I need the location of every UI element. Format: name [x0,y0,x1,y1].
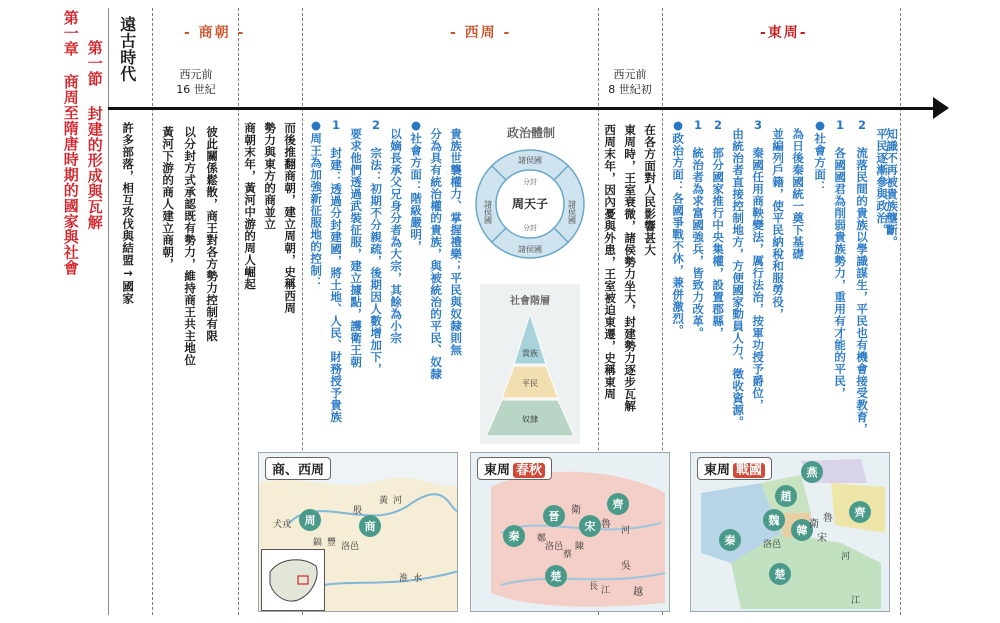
ez-politics-3-result: 為日後秦國統一奠下基礎 [791,128,806,260]
date-ez-line2: 8 世紀初 [608,82,652,96]
map2-title [477,457,552,480]
wz-zongfa: 2 宗法：初期不分親疏，後期因人數增加下， [369,118,384,375]
state-shang: 商 [359,515,381,537]
map-label: 淮 [399,574,409,584]
ez-society-2-result: 知識不再被貴族壟斷。 [885,128,900,248]
map-label: 洛邑 [341,542,360,552]
ez-society-1: 1 各國國君為削弱貴族勢力，重用有才能的平民， [833,118,848,399]
ez-politics-3: 3 秦國任用商鞅變法，厲行法治，按軍功授予爵位， [751,118,766,411]
map-warring-states [690,452,890,612]
map-label: 長 [589,582,599,592]
politics-diagram [474,140,586,268]
chapter-number: 第一章 [61,10,80,57]
state-chu: 楚 [769,563,791,585]
map-label: 犬戎 [273,520,292,530]
timeline-arrow-icon [933,97,949,119]
wz-zongfa-detail: 以嫡長承父兄身分者為大宗，其餘為小宗 [389,128,404,344]
shang-late-a: 商朝末年，黃河中游的周人崛起 [243,122,258,290]
column-divider [900,8,901,615]
chapter-title: 商周至隋唐時期的國家與社會 [61,74,80,276]
ez-text-c: 在各方面對人民影響甚大 [643,124,658,256]
section-title: 封建的形成與瓦解 [85,106,104,230]
state-wei: 魏 [763,509,785,531]
map2-era-tag: 春秋 [513,463,545,478]
state-song: 宋 [579,515,601,537]
map-label: 江 [851,596,861,606]
state-song: 宋 [817,533,827,544]
shang-text-b: 以分封方式承認既有勢力，維持商王共主地位 [183,126,198,366]
state-yue: 越 [633,587,643,598]
enfeoff-label-top: 分封 [523,178,537,186]
society-diagram-title: 社會階層 [510,296,550,307]
map-label: 黃 [379,496,389,506]
state-lu: 魯 [823,513,833,524]
ez-society-2: 2 流落民間的貴族以學識謀生，平民也有機會接受教育， [855,118,870,435]
vassal-bottom: 諸侯國 [518,245,542,254]
vassal-right: 諸侯國 [567,200,577,224]
shang-text-c: 彼此關係鬆散，商王對各方勢力控制有限 [205,126,220,342]
map-label: 蔡 [563,550,573,560]
politics-center-label: 周天子 [511,197,549,211]
ez-politics-heading: ●政治方面：各國爭戰不休，兼併激烈。 [671,118,686,337]
state-jin: 晉 [543,505,565,527]
map3-era-tag: 戰國 [733,463,765,478]
map-label: 洛邑 [763,540,782,550]
state-wei: 衛 [571,505,581,516]
state-han: 韓 [791,519,813,541]
map-label: 河 [393,496,403,506]
map2-title-text: 東周 [484,463,511,478]
state-qi: 齊 [849,501,871,523]
map3-title [697,457,772,480]
shang-text-a: 黃河下游的商人建立商朝， [161,126,176,270]
date-shang-line1: 西元前 [179,68,213,81]
politics-diagram-title: 政治體制 [506,126,555,140]
state-wei-small: 衛 [809,519,819,530]
wz-politics-heading: ●周王為加強新征服地的控制： [309,118,324,289]
state-qi: 齊 [607,493,629,515]
map-label: 殷 [353,506,363,516]
map3-title-text: 東周 [704,463,731,478]
section-number: 第一節 [85,40,104,87]
shang-late-c: 而後推翻商朝，建立周朝，史稱西周 [283,122,298,314]
ez-text-b: 東周時，王室衰微，諸侯勢力坐大，封建勢力逐步瓦解 [623,124,638,412]
ez-politics-3-detail: 並編列戶籍，使平民納稅和服勞役， [771,128,786,320]
map-label: 水 [413,574,423,584]
date-shang-line2: 16 世紀 [176,82,216,96]
era-western-zhou: - 西周 - [450,25,512,41]
column-divider [152,8,153,615]
state-chu: 楚 [545,565,567,587]
map-label: 江 [601,586,611,596]
map-label: 陳 [575,542,585,552]
date-eastern-zhou [598,68,662,98]
date-ez-line1: 西元前 [613,68,647,81]
state-zhao: 趙 [775,485,797,507]
ez-politics-2: 2 部分國家推行中央集權，設置郡縣， [711,118,726,339]
era-ancient: 遠古時代 [117,16,137,82]
ez-society-heading: ●社會方面： [813,118,828,193]
state-zhou: 周 [299,509,321,531]
ez-text-a: 西周末年，因內憂與外患，王室被迫東遷，史稱東周 [603,124,618,400]
state-qin: 秦 [503,525,525,547]
map1-title: 商、西周 [265,457,331,480]
ez-society-2-detail: 平民逐漸參與政治。 [875,128,890,236]
map-label: 河 [841,552,851,562]
tier-label-commoners: 平民 [522,379,538,388]
wz-fengjian: 1 封建：透過分封建國，將土地、人民、財務授予貴族 [329,118,344,423]
vassal-left: 諸侯國 [483,200,493,224]
map-label: 鎬 [313,538,323,548]
column-divider [108,8,109,615]
state-wu: 吳 [621,561,631,572]
inset-map-china [261,549,325,611]
ancient-text: 許多部落，相互攻伐與結盟→國家 [121,122,136,305]
enfeoff-label-bottom: 分封 [523,224,537,232]
map-label: 河 [621,526,631,536]
map-label: 豐 [327,538,337,548]
tier-label-nobles: 貴族 [522,349,538,358]
vassal-top: 諸侯國 [518,156,542,165]
state-yan: 燕 [801,461,823,483]
ez-politics-1: 1 統治者為求富國強兵，皆致力改革。 [691,118,706,339]
map-label: 鄭 [537,534,547,544]
society-pyramid [484,312,576,438]
era-eastern-zhou: -東周- [760,25,808,41]
wz-fengjian-detail: 要求他們透過武裝征服，建立據點，護衛王朝 [349,128,364,368]
tier-label-slaves: 奴隸 [522,415,538,424]
era-shang: - 商朝 - [184,25,246,41]
timeline-axis [108,107,938,110]
wz-society-classes: 分為具有統治權的貴族，與被統治的平民、奴隸 [429,128,444,380]
shang-late-b: 勢力與東方的商並立 [263,122,278,230]
map-label: 洛邑 [545,542,564,552]
wz-society-rights: 貴族世襲權力、掌握禮樂；平民與奴隸則無 [449,128,464,356]
column-divider [238,8,239,615]
state-lu: 魯 [601,519,611,530]
wz-society-heading: ●社會方面：階級嚴明， [409,118,424,253]
map-shang-western-zhou [258,452,458,612]
date-shang [166,68,226,98]
state-qin: 秦 [719,529,741,551]
ez-politics-2-detail: 由統治者直接控制地方，方便國家動員人力、徵收資源。 [731,128,746,428]
map-spring-autumn [470,452,670,612]
